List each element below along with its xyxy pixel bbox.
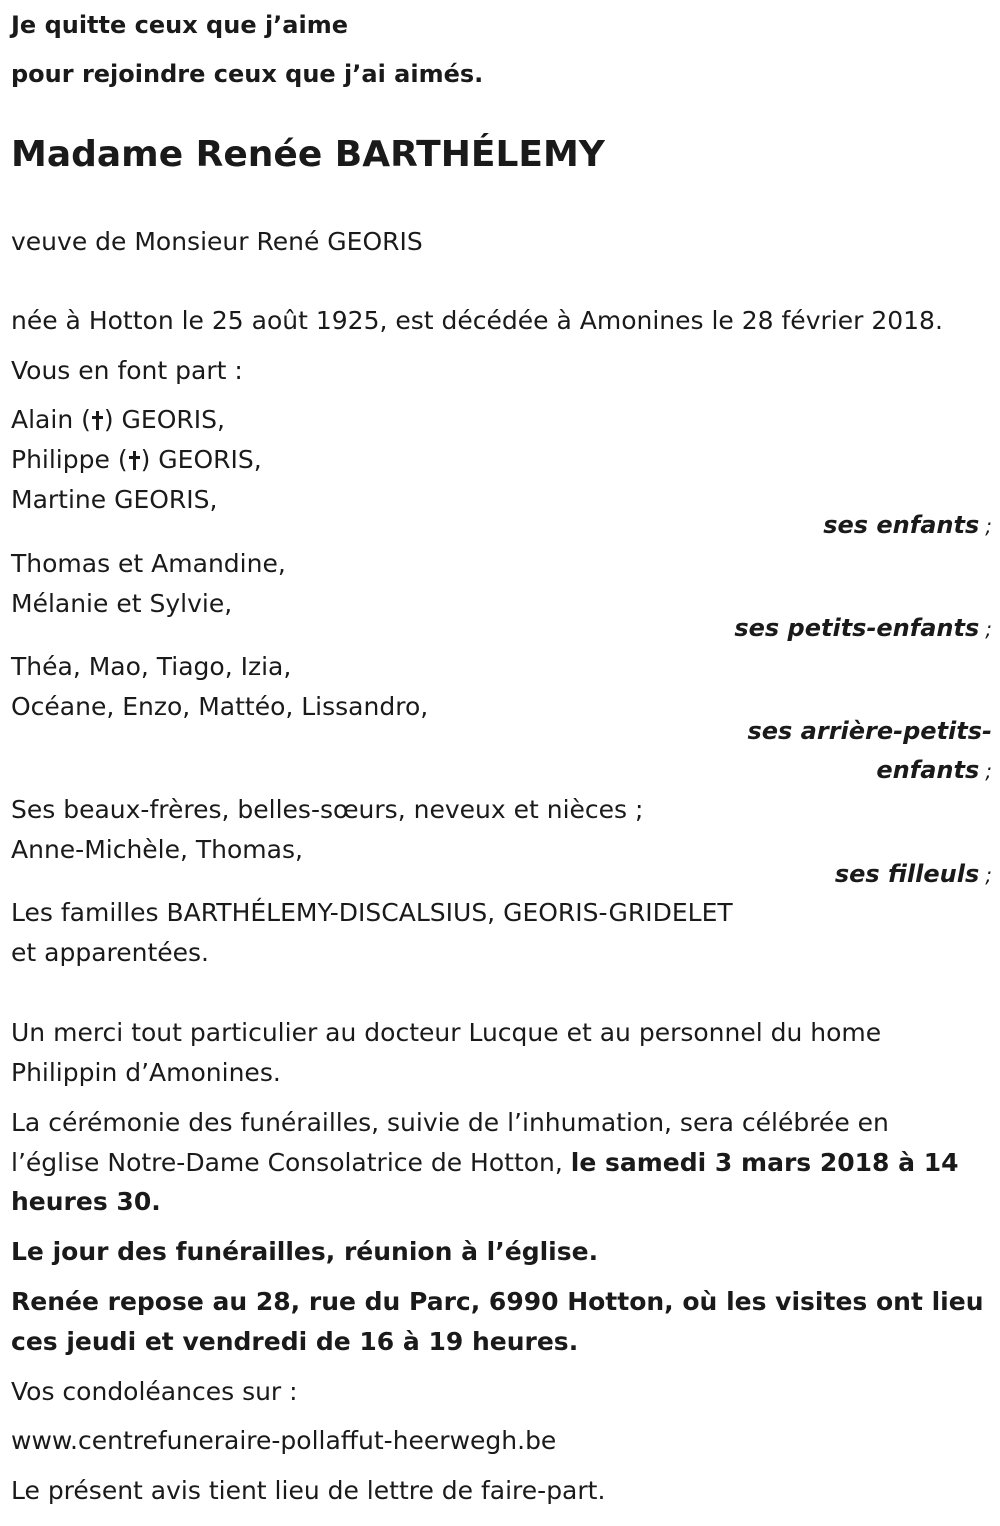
- child-philippe-last: ) GEORIS,: [140, 445, 262, 474]
- closing-line: Le présent avis tient lieu de lettre de faire-part.: [11, 1476, 606, 1505]
- godchildren-line-2: Anne-Michèle, Thomas,: [11, 835, 303, 864]
- thanks-line-2: Philippin d’Amonines.: [11, 1058, 281, 1087]
- great-grandchildren-label-text: enfants: [876, 756, 980, 784]
- condolences-label: Vos condoléances sur :: [11, 1377, 298, 1406]
- grandchildren-label-sep: ;: [985, 617, 992, 641]
- condolences-website-link[interactable]: www.centrefuneraire-pollaffut-heerwegh.be: [11, 1426, 557, 1455]
- announce-line: Vous en font part :: [11, 356, 243, 385]
- visits-line-1: Renée repose au 28, rue du Parc, 6990 Hotton, où les visites ont lieu: [11, 1287, 984, 1316]
- cross-icon: [129, 451, 140, 470]
- ceremony-place: l’église Notre-Dame Consolatrice de Hotton,: [11, 1148, 571, 1177]
- families-line-2: et apparentées.: [11, 938, 209, 967]
- godchildren-label-sep: ;: [985, 863, 992, 887]
- ceremony-line-1: La cérémonie des funérailles, suivie de l’inhumation, sera célébrée en: [11, 1108, 889, 1137]
- children-label-text: ses enfants: [823, 511, 980, 539]
- ceremony-line-2: [11, 1148, 959, 1178]
- godchildren-label-text: ses filleuls: [834, 860, 980, 888]
- grandchildren-line-2: Mélanie et Sylvie,: [11, 589, 233, 618]
- dates-line: née à Hotton le 25 août 1925, est décédée à Amonines le 28 février 2018.: [11, 306, 943, 335]
- ceremony-time: heures 30.: [11, 1187, 161, 1216]
- great-grandchildren-label-sep: ;: [985, 759, 992, 783]
- visits-line-2: ces jeudi et vendredi de 16 à 19 heures.: [11, 1327, 579, 1356]
- child-philippe: [11, 445, 262, 475]
- child-alain-last: ) GEORIS,: [103, 405, 225, 434]
- spouse-line: veuve de Monsieur René GEORIS: [11, 227, 423, 256]
- child-alain-first: Alain (: [11, 405, 91, 434]
- godchildren-label: [835, 859, 992, 890]
- thanks-line-1: Un merci tout particulier au docteur Lucque et au personnel du home: [11, 1018, 882, 1047]
- children-label-sep: ;: [985, 514, 992, 538]
- godchildren-line-1: Ses beaux-frères, belles-sœurs, neveux et nièces ;: [11, 795, 644, 824]
- grandchildren-label: [734, 613, 992, 644]
- ceremony-date: le samedi 3 mars 2018 à 14: [570, 1148, 959, 1177]
- grandchildren-label-text: ses petits-enfants: [734, 614, 980, 642]
- epigraph-line-2: pour rejoindre ceux que j’ai aimés.: [11, 60, 484, 88]
- meeting-line: Le jour des funérailles, réunion à l’église.: [11, 1237, 599, 1266]
- great-grandchildren-label-1: ses arrière-petits-: [747, 717, 992, 745]
- deceased-name: Madame Renée BARTHÉLEMY: [11, 134, 605, 175]
- epigraph-line-1: Je quitte ceux que j’aime: [11, 11, 349, 39]
- great-grandchildren-line-1: Théa, Mao, Tiago, Izia,: [11, 652, 292, 681]
- families-line-1: Les familles BARTHÉLEMY-DISCALSIUS, GEORIS-GRIDELET: [11, 898, 733, 927]
- cross-icon: [92, 411, 103, 430]
- child-philippe-first: Philippe (: [11, 445, 128, 474]
- child-alain: [11, 405, 225, 435]
- children-label: [823, 510, 992, 541]
- great-grandchildren-line-2: Océane, Enzo, Mattéo, Lissandro,: [11, 692, 429, 721]
- grandchildren-line-1: Thomas et Amandine,: [11, 549, 286, 578]
- child-martine: Martine GEORIS,: [11, 485, 218, 514]
- great-grandchildren-label-2: [876, 755, 992, 786]
